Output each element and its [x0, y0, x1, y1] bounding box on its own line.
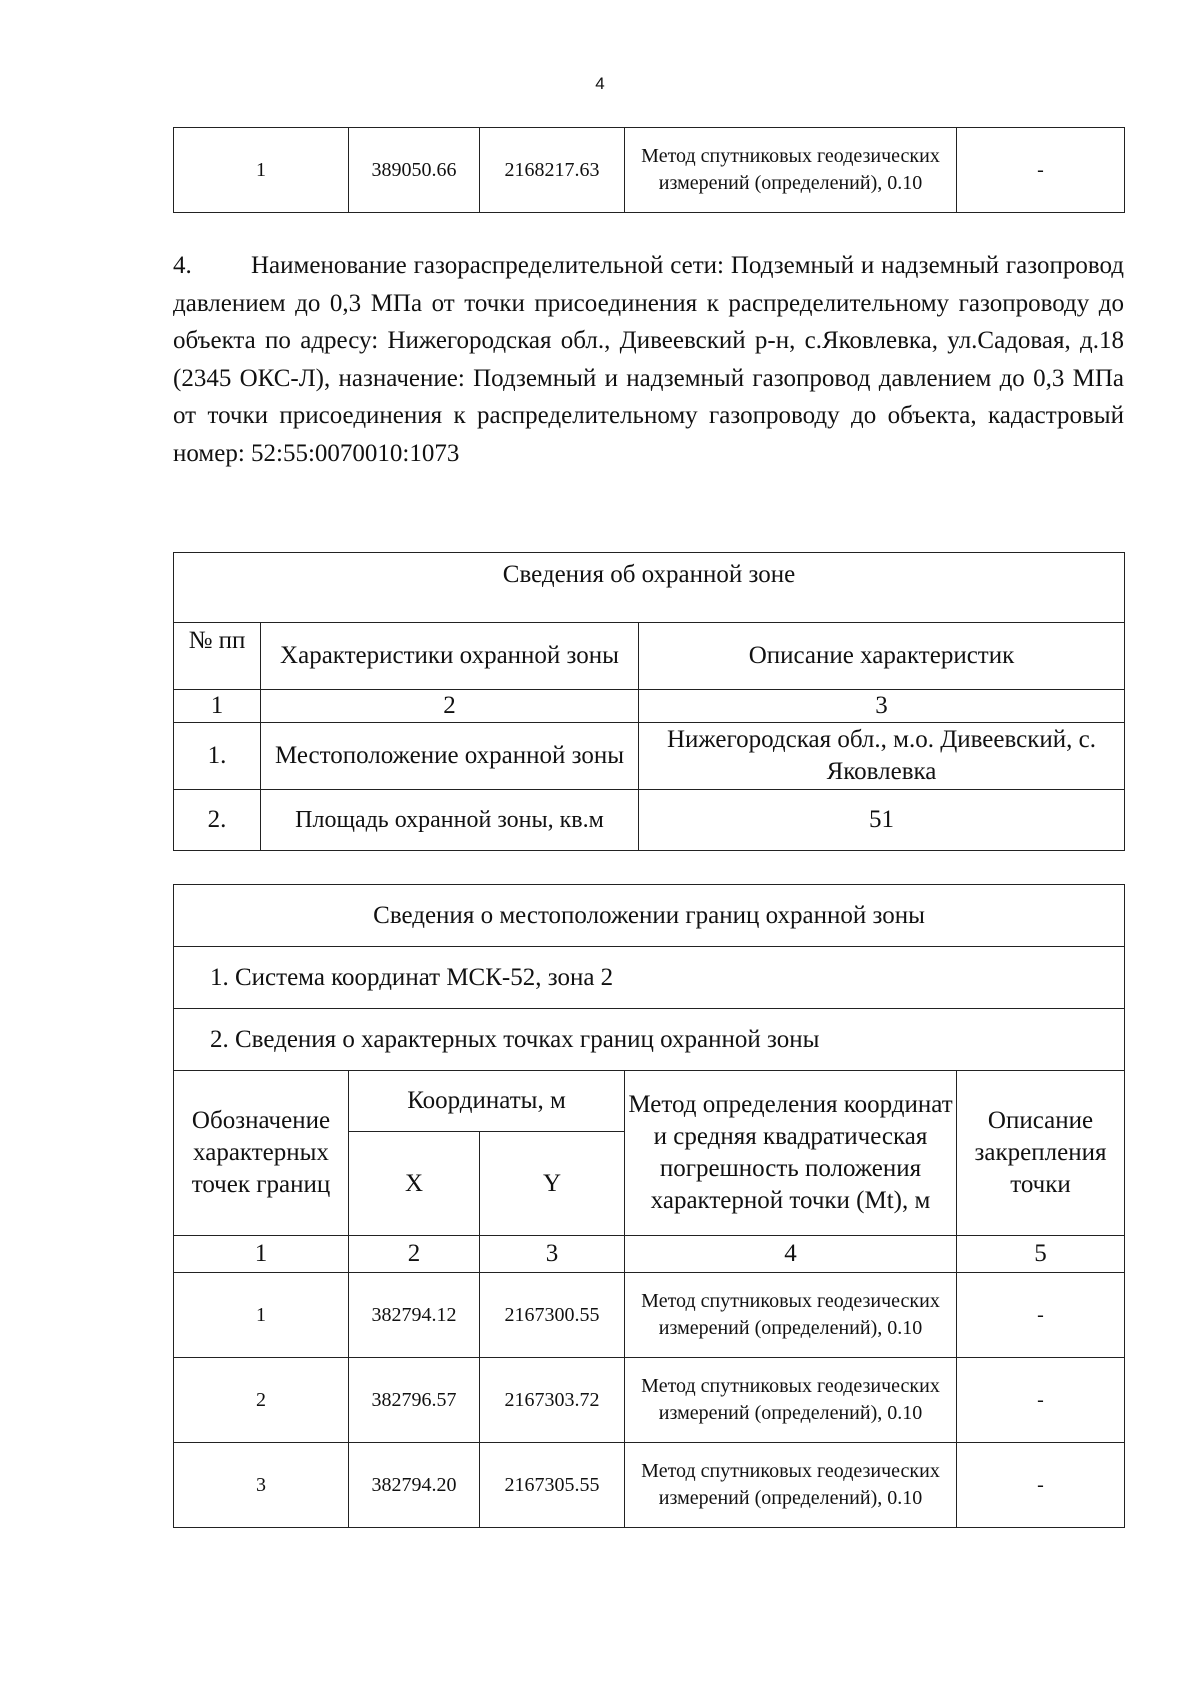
zone-info-table	[173, 552, 1125, 851]
y-cell: 2167305.55	[480, 1443, 625, 1528]
section-number: 4.	[173, 252, 192, 279]
method-cell: Метод спутниковых геодезических измерений (определений), 0.10	[625, 1358, 957, 1443]
method-cell: Метод спутниковых геодезических измерений (определений), 0.10	[625, 128, 957, 213]
table-row	[174, 1358, 1125, 1443]
row-description: Нижегородская обл., м.о. Дивеевский, с. Яковлевка	[639, 723, 1125, 790]
points-title: 2. Сведения о характерных точках границ охранной зоны	[174, 1009, 1125, 1071]
header-description: Описание характеристик	[639, 623, 1125, 690]
x-cell: 382796.57	[349, 1358, 480, 1443]
row-number: 1.	[174, 723, 261, 790]
index-cell: 2	[349, 1236, 480, 1273]
page-number: 4	[595, 74, 605, 93]
point-cell: 3	[174, 1443, 349, 1528]
section-paragraph	[173, 247, 1124, 472]
row-number: 2.	[174, 790, 261, 851]
row-description: 51	[639, 790, 1125, 851]
table-row	[174, 1443, 1125, 1528]
index-cell: 3	[639, 690, 1125, 723]
point-cell: 1	[174, 1273, 349, 1358]
header-fix: Описание закрепления точки	[957, 1071, 1125, 1236]
table-row	[174, 723, 1125, 790]
y-cell: 2168217.63	[480, 128, 625, 213]
method-cell: Метод спутниковых геодезических измерений (определений), 0.10	[625, 1273, 957, 1358]
table-row	[174, 1273, 1125, 1358]
row-characteristic: Площадь охранной зоны, кв.м	[261, 790, 639, 851]
y-cell: 2167303.72	[480, 1358, 625, 1443]
top-coordinates-table	[173, 127, 1125, 213]
table-row	[174, 128, 1125, 213]
index-cell: 2	[261, 690, 639, 723]
index-cell: 3	[480, 1236, 625, 1273]
method-cell: Метод спутниковых геодезических измерений (определений), 0.10	[625, 1443, 957, 1528]
index-cell: 1	[174, 690, 261, 723]
index-cell: 4	[625, 1236, 957, 1273]
point-cell: 2	[174, 1358, 349, 1443]
x-cell: 389050.66	[349, 128, 480, 213]
fix-cell: -	[957, 1443, 1125, 1528]
header-coordinates: Координаты, м	[349, 1071, 625, 1132]
coordinate-system: 1. Система координат МСК-52, зона 2	[174, 947, 1125, 1009]
bounds-table	[173, 884, 1125, 1528]
header-method: Метод определения координат и средняя квадратическая погрешность положения характерной точки (Mt), м	[625, 1071, 957, 1236]
header-x: X	[349, 1132, 480, 1236]
point-cell: 1	[174, 128, 349, 213]
header-number: № пп	[174, 623, 261, 690]
bounds-table-title: Сведения о местоположении границ охранной зоны	[174, 885, 1125, 947]
header-y: Y	[480, 1132, 625, 1236]
header-characteristic: Характеристики охранной зоны	[261, 623, 639, 690]
index-cell: 5	[957, 1236, 1125, 1273]
row-characteristic: Местоположение охранной зоны	[261, 723, 639, 790]
x-cell: 382794.12	[349, 1273, 480, 1358]
index-cell: 1	[174, 1236, 349, 1273]
y-cell: 2167300.55	[480, 1273, 625, 1358]
zone-table-title: Сведения об охранной зоне	[174, 553, 1125, 623]
fix-cell: -	[957, 128, 1125, 213]
section-text: Наименование газораспределительной сети: Подземный и надземный газопровод давлением до 0,3 МПа от точки присоединения к распределительному газопроводу до объекта по адресу: Нижегородская обл., Дивеевский р-н, с.Яковлевка, ул.Садовая, д.18 (2345 ОКС-Л), назначение: Подземный и надземный газопровод давлением до 0,3 МПа от точки присоединения к распределительному газопроводу до объекта, кадастровый номер: 52:55:0070010:1073	[173, 252, 1124, 467]
table-row	[174, 790, 1125, 851]
fix-cell: -	[957, 1358, 1125, 1443]
x-cell: 382794.20	[349, 1443, 480, 1528]
fix-cell: -	[957, 1273, 1125, 1358]
header-designation: Обозначение характерных точек границ	[174, 1071, 349, 1236]
